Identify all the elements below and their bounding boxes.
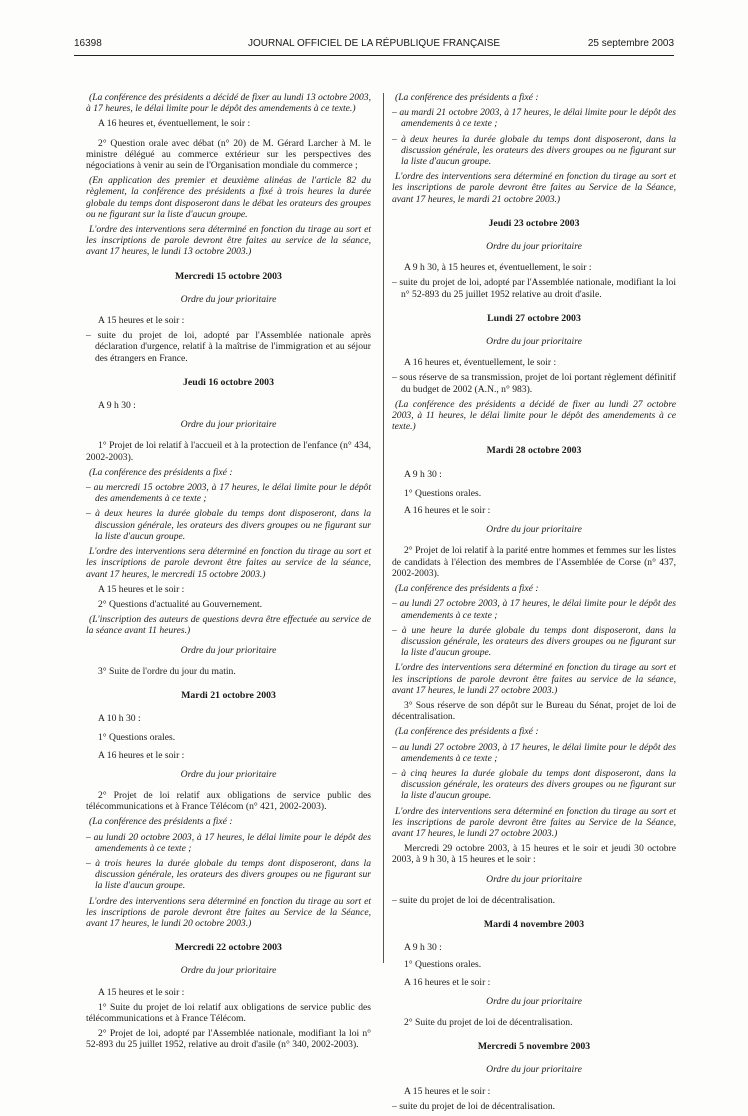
agenda-subheading: Ordre du jour prioritaire xyxy=(180,419,277,431)
column-divider xyxy=(383,93,384,963)
agenda-subheading: Ordre du jour prioritaire xyxy=(180,965,277,977)
note-paragraph: (L'inscription des auteurs de questions devra être effectuée au service de la séance avant 11 heures.) xyxy=(86,614,371,637)
agenda-item: – au lundi 27 octobre 2003, à 17 heures, le délai limite pour le dépôt des amendements à ce texte ; xyxy=(392,598,676,621)
page-number: 16398 xyxy=(74,38,102,49)
paragraph: 2° Projet de loi, adopté par l'Assemblée nationale, modifiant la loi n° 52-893 du 25 juillet 1952, relative au droit d'asile (n° 340, 2002-2003). xyxy=(86,1028,371,1051)
paragraph: A 16 heures et, éventuellement, le soir : xyxy=(404,357,557,369)
paragraph: 1° Questions orales. xyxy=(404,959,482,971)
issue-date: 25 septembre 2003 xyxy=(587,38,674,49)
agenda-item: – sous réserve de sa transmission, projet de loi portant règlement définitif du budget de 2002 (A.N., n° 983). xyxy=(392,372,676,395)
paragraph: 2° Suite du projet de loi de décentralisation. xyxy=(404,1016,573,1028)
agenda-item: – au lundi 27 octobre 2003, à 17 heures, le délai limite pour le dépôt des amendements à ce texte ; xyxy=(392,741,676,764)
agenda-subheading: Ordre du jour prioritaire xyxy=(486,1064,582,1076)
agenda-item: – au mardi 21 octobre 2003, à 17 heures, le délai limite pour le dépôt des amendements à ce texte ; xyxy=(392,107,676,130)
day-heading: Lundi 27 octobre 2003 xyxy=(487,312,581,324)
day-heading: Mercredi 15 octobre 2003 xyxy=(175,270,282,282)
note-paragraph: L'ordre des interventions sera déterminé en fonction du tirage au sort et les inscriptions de parole devront être faites au service de la séance, avant 17 heures, le lundi 13 octobre 2003.) xyxy=(86,224,371,258)
agenda-subheading: Ordre du jour prioritaire xyxy=(180,293,277,305)
paragraph: A 15 heures et le soir : xyxy=(98,986,185,998)
left-column xyxy=(86,92,371,1055)
agenda-item: – suite du projet de loi, adopté par l'Assemblée nationale après déclaration d'urgence, relatif à la maîtrise de l'immigration et au séjour des étrangers en France. xyxy=(86,330,371,364)
paragraph: A 9 h 30, à 15 heures et, éventuellement, le soir : xyxy=(404,262,592,274)
agenda-subheading: Ordre du jour prioritaire xyxy=(180,768,277,780)
agenda-subheading: Ordre du jour prioritaire xyxy=(486,336,582,348)
note-paragraph: L'ordre des interventions sera déterminé en fonction du tirage au sort et les inscriptions de parole devront être faites au service de la séance, avant 17 heures, le mercredi 15 octobre 2003.) xyxy=(86,546,371,580)
paragraph: A 16 heures et le soir : xyxy=(98,749,185,761)
agenda-subheading: Ordre du jour prioritaire xyxy=(486,241,582,253)
agenda-item: – à deux heures la durée globale du temps dont disposeront, dans la discussion générale, les orateurs des divers groupes ou ne figurant sur la liste d'aucun groupe. xyxy=(392,133,676,168)
right-column xyxy=(392,92,676,1116)
agenda-item: – à cinq heures la durée globale du temps dont disposeront, dans la discussion générale, les orateurs des divers groupes ou ne figurant sur la liste d'aucun groupe. xyxy=(392,767,676,802)
paragraph: A 16 heures et, éventuellement, le soir : xyxy=(98,118,251,130)
paragraph: Mercredi 29 octobre 2003, à 15 heures et le soir et jeudi 30 octobre 2003, à 9 h 30, à 15 heures et le soir : xyxy=(392,843,676,866)
day-heading: Jeudi 16 octobre 2003 xyxy=(183,376,274,388)
agenda-subheading: Ordre du jour prioritaire xyxy=(486,995,582,1007)
agenda-item: – suite du projet de loi de décentralisation. xyxy=(392,894,556,906)
paragraph: 2° Questions d'actualité au Gouvernement. xyxy=(98,598,263,610)
paragraph: A 9 h 30 : xyxy=(404,468,442,480)
note-paragraph: L'ordre des interventions sera déterminé en fonction du tirage au sort et les inscriptions de parole devront être faites au service de la séance, avant 17 heures, le lundi 27 octobre 2003.) xyxy=(392,662,676,696)
note-paragraph: (La conférence des présidents a décidé de fixer au lundi 13 octobre 2003, à 17 heures, le délai limite pour le dépôt des amendements à ce texte.) xyxy=(86,92,371,115)
agenda-item: – à deux heures la durée globale du temps dont disposeront, dans la discussion générale, les orateurs des divers groupes ou ne figurant sur la liste d'aucun groupe. xyxy=(86,508,371,542)
day-heading: Mercredi 5 novembre 2003 xyxy=(477,1041,591,1053)
agenda-item: – à trois heures la durée globale du temps dont disposeront, dans la discussion générale, les orateurs des divers groupes ou ne figurant sur la liste d'aucun groupe. xyxy=(86,857,371,892)
note-paragraph: (La conférence des présidents a décidé de fixer au lundi 27 octobre 2003, à 11 heures, le délai limite pour le dépôt des amendements à ce texte.) xyxy=(392,398,676,433)
paragraph: A 9 h 30 : xyxy=(404,942,442,954)
agenda-subheading: Ordre du jour prioritaire xyxy=(486,524,582,536)
note-paragraph: L'ordre des interventions sera déterminé en fonction du tirage au sort et les inscriptions de parole devront être faites au Service de la Séance, avant 17 heures, le lundi 20 octobre 2003.) xyxy=(86,895,371,929)
note-paragraph: (La conférence des présidents a fixé : xyxy=(89,816,233,828)
agenda-item: – suite du projet de loi, adopté par l'Assemblée nationale, modifiant la loi n° 52-893 du 25 juillet 1952 relative au droit d'asile. xyxy=(392,277,676,300)
day-heading: Mardi 4 novembre 2003 xyxy=(483,918,585,930)
paragraph: 2° Question orale avec débat (n° 20) de M. Gérard Larcher à M. le ministre délégué au commerce extérieur sur les perspectives des négociations à venir au sein de l'Organisation mondiale du commerce ; xyxy=(86,137,371,172)
day-heading: Mardi 28 octobre 2003 xyxy=(486,445,582,457)
paragraph: 1° Projet de loi relatif à l'accueil et à la protection de l'enfance (n° 434, 2002-2003). xyxy=(86,440,371,463)
paragraph: A 9 h 30 : xyxy=(98,400,136,412)
note-paragraph: (La conférence des présidents a fixé : xyxy=(395,92,539,103)
paragraph: 1° Questions orales. xyxy=(98,732,176,744)
agenda-subheading: Ordre du jour prioritaire xyxy=(486,873,582,885)
paragraph: 3° Sous réserve de son dépôt sur le Bureau du Sénat, projet de loi de décentralisation. xyxy=(392,699,676,723)
agenda-item: – suite du projet de loi de décentralisation. xyxy=(392,1100,556,1112)
paragraph: 1° Questions orales. xyxy=(404,487,482,499)
note-paragraph: L'ordre des interventions sera déterminé en fonction du tirage au sort et les inscriptions de parole devront être faites au Service de la Séance, avant 17 heures, le lundi 27 octobre 2003.) xyxy=(392,805,676,839)
day-heading: Mardi 21 octobre 2003 xyxy=(181,689,276,701)
note-paragraph: (La conférence des présidents a fixé : xyxy=(89,466,233,478)
note-paragraph: (En application des premier et deuxième alinéas de l'article 82 du règlement, la conférence des présidents a fixé à trois heures la durée globale du temps dont disposeront dans le débat les orateurs des groupes ou ne figurant sur la liste d'aucun groupe. xyxy=(86,175,371,220)
paragraph: 2° Projet de loi relatif aux obligations de service public des télécommunications et à France Télécom (n° 421, 2002-2003). xyxy=(86,789,371,813)
agenda-subheading: Ordre du jour prioritaire xyxy=(180,644,277,656)
paragraph: A 15 heures et le soir : xyxy=(404,1085,491,1097)
day-heading: Mercredi 22 octobre 2003 xyxy=(175,942,282,954)
paragraph: 2° Projet de loi relatif à la parité entre hommes et femmes sur les listes de candidats à l'élection des membres de l'Assemblée de Corse (n° 437, 2002-2003). xyxy=(392,545,676,579)
header-rule xyxy=(74,55,674,56)
paragraph: A 10 h 30 : xyxy=(98,713,141,725)
note-paragraph: (La conférence des présidents a fixé : xyxy=(395,583,539,595)
paragraph: 3° Suite de l'ordre du jour du matin. xyxy=(98,665,236,677)
note-paragraph: L'ordre des interventions sera déterminé en fonction du tirage au sort et les inscriptions de parole devront être faites au Service de la Séance, avant 17 heures, le mardi 21 octobre 2003.) xyxy=(392,171,676,205)
page-header xyxy=(74,38,674,54)
paragraph: 1° Suite du projet de loi relatif aux obligations de service public des télécommunications et à France Télécom. xyxy=(86,1001,371,1024)
paragraph: A 15 heures et le soir : xyxy=(98,583,185,595)
agenda-item: – au lundi 20 octobre 2003, à 17 heures, le délai limite pour le dépôt des amendements à ce texte ; xyxy=(86,831,371,854)
agenda-item: – au mercredi 15 octobre 2003, à 17 heures, le délai limite pour le dépôt des amendements à ce texte ; xyxy=(86,482,371,505)
note-paragraph: (La conférence des présidents a fixé : xyxy=(395,726,539,738)
day-heading: Jeudi 23 octobre 2003 xyxy=(488,217,580,229)
paragraph: A 16 heures et le soir : xyxy=(404,505,491,517)
paragraph: A 16 heures et le soir : xyxy=(404,976,491,988)
journal-title: JOURNAL OFFICIEL DE LA RÉPUBLIQUE FRANÇAISE xyxy=(247,38,501,49)
agenda-item: – à une heure la durée globale du temps dont disposeront, dans la discussion générale, les orateurs des divers groupes ou ne figurant sur la liste d'aucun groupe. xyxy=(392,624,676,659)
paragraph: A 15 heures et le soir : xyxy=(98,315,185,327)
